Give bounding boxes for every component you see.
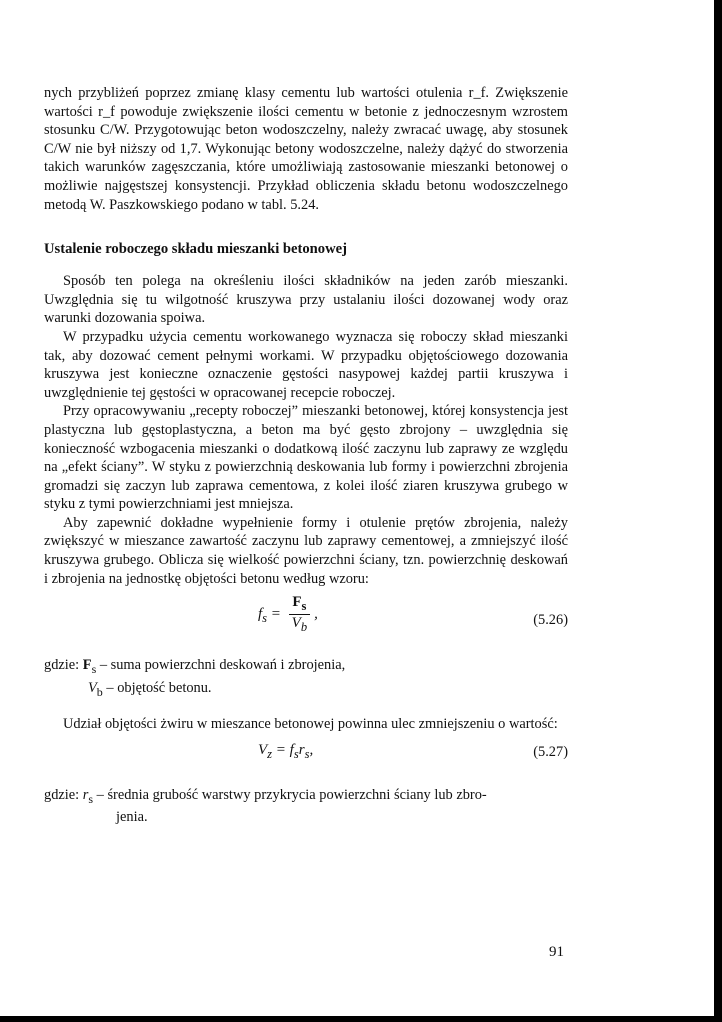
page-body [44, 84, 568, 827]
where-block-2: gdzie: $r_s$ – średnia grubość warstwy przykrycia powierzchni ściany lub zbro- jenia. [44, 786, 487, 826]
equation-5-27 [44, 742, 568, 772]
scan-edge-bottom [0, 1016, 722, 1022]
equation-5-26 [44, 594, 568, 650]
fraction: $\frac{F_s}{V_b}$ [289, 594, 310, 635]
paragraph-2: W przypadku użycia cementu workowanego wyznacza się roboczy skład mieszanki tak, aby dozować cement pełnymi workami. W przypadku objętościowego dozowania kruszywa jest konieczne oznaczenie gęstości nasypowej każdej partii kruszywa i uwzględnienie tej gęstości w opracowanej recepcie roboczej. [44, 328, 568, 401]
section-heading: Ustalenie roboczego składu mieszanki betonowej [44, 241, 347, 258]
scan-edge-right [714, 0, 722, 1022]
equation-5-26-formula: $f_s$ = $\frac{F_s}{V_b}$ , [258, 594, 318, 635]
page-number: 91 [549, 944, 564, 960]
intro-paragraph: nych przybliżeń poprzez zmianę klasy cementu lub wartości otulenia r_f. Zwiększenie wartości r_f powoduje zwiększenie ilości cementu w betonie z jednoczesnym wzrostem stosunku C/W. Przygotowując beton wodoszczelny, należy zwracać uwagę, aby stosunek C/W nie był niższy od 1,7. Wykonując betony wodoszczelne, należy dążyć do stworzenia takich warunków zagęszczania, które umożliwiają zastosowanie mieszanki betonowej o możliwie najgęstszej konsystencji. Przykład obliczenia składu betonu wodoszczelnego metodą W. Paszkowskiego podano w tabl. 5.24. [44, 85, 568, 213]
paragraph-3: Przy opracowywaniu „recepty roboczej” mieszanki betonowej, której konsystencja jest plastyczna lub gęstoplastyczna, a beton ma być gęsto zbrojony – uwzględnia się konieczność wzbogacenia mieszanki o dodatkową ilość zaczynu lub zaprawy ze względu na „efekt ściany”. W styku z powierzchnią deskowania lub formy i powierzchni zbrojenia gromadzi się zaczyn lub zaprawa cementowa, z kolei ilość ziaren kruszywa grubego w styku z tymi powierzchniami jest mniejsza. [44, 403, 568, 513]
equation-number: (5.27) [533, 743, 568, 760]
equation-number: (5.26) [533, 612, 568, 629]
where-block-1: gdzie: $F_s$ – suma powierzchni deskowań i zbrojenia, $V_b$ – objętość betonu. [44, 657, 346, 699]
paragraph-after: Udział objętości żwiru w mieszance betonowej powinna ulec zmniejszeniu o wartość: [63, 716, 558, 733]
paragraph-1: Sposób ten polega na określeniu ilości składników na jeden zarób mieszanki. Uwzględnia się tu wilgotność kruszywa przy ustalaniu ilości dozowanej wody oraz warunki dozowania spoiwa. [44, 273, 568, 327]
paragraph-4: Aby zapewnić dokładne wypełnienie formy i otulenie prętów zbrojenia, należy zwiększyć w mieszance zawartość zaczynu lub zaprawy cementowej, a zmniejszyć ilość kruszywa grubego. Oblicza się wielkość powierzchni ściany, tzn. powierzchnię deskowań i zbrojenia na jednostkę objętości betonu według wzoru: [44, 514, 568, 587]
equation-5-27-formula: $V_z = f_sr_s$, [258, 741, 314, 761]
